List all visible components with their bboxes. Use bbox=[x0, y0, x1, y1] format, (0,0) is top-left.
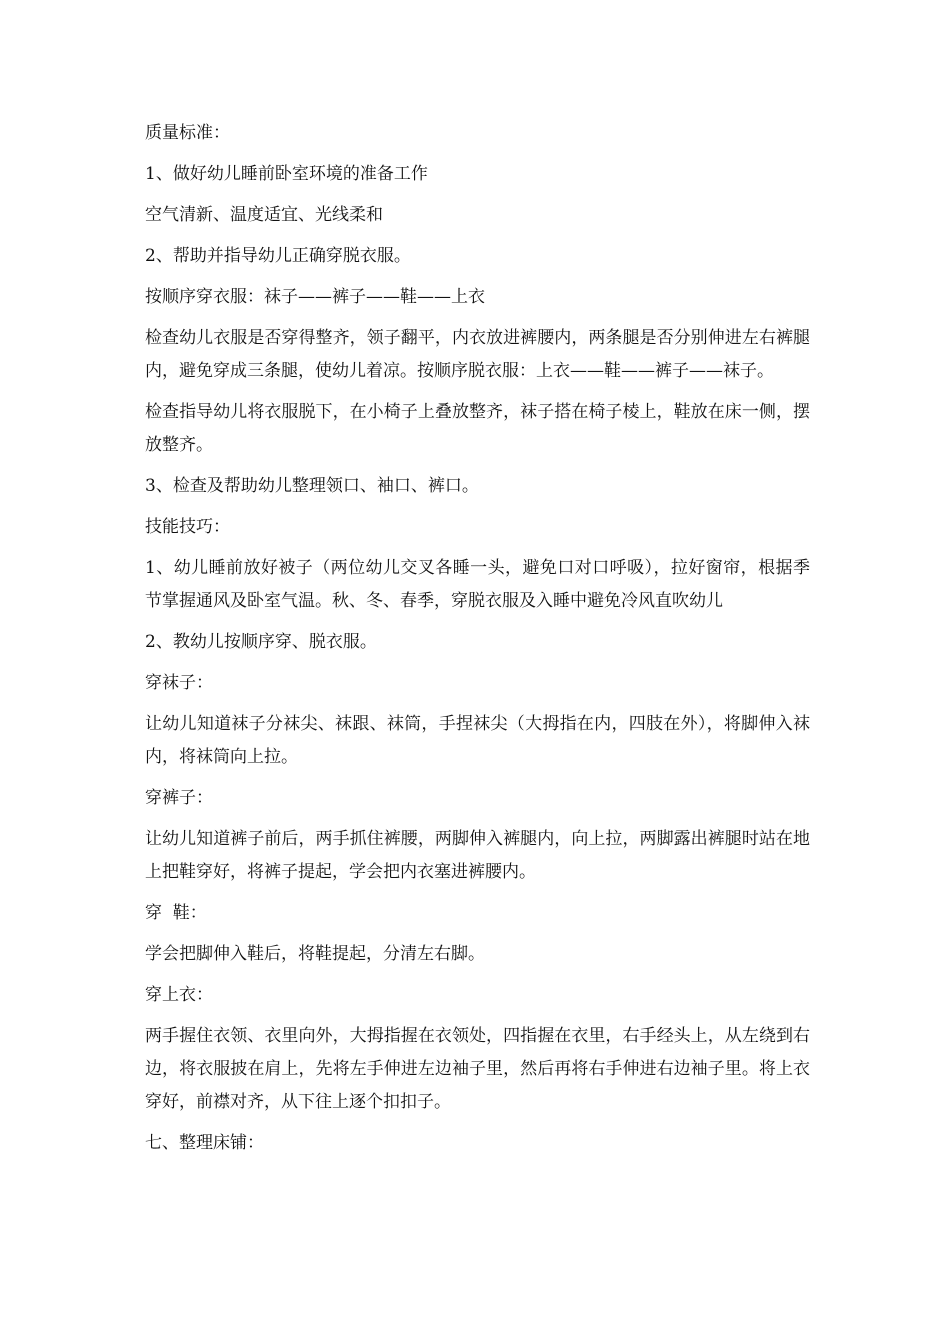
paragraph: 让幼儿知道裤子前后，两手抓住裤腰，两脚伸入裤腿内，向上拉，两脚露出裤腿时站在地上把鞋穿好，将裤子提起，学会把内衣塞进裤腰内。 bbox=[145, 829, 810, 882]
heading-quality-standard: 质量标准： bbox=[145, 123, 230, 143]
heading-section-7: 七、整理床铺： bbox=[145, 1133, 264, 1153]
paragraph: 检查幼儿衣服是否穿得整齐，领子翻平，内衣放进裤腰内，两条腿是否分别伸进左右裤腿内，避免穿成三条腿，使幼儿着凉。按顺序脱衣服：上衣——鞋——裤子——袜子。 bbox=[145, 328, 810, 381]
paragraph-item-2: 2、帮助并指导幼儿正确穿脱衣服。 bbox=[145, 246, 411, 266]
paragraph-item-2: 2、教幼儿按顺序穿、脱衣服。 bbox=[145, 632, 377, 652]
paragraph: 空气清新、温度适宜、光线柔和 bbox=[145, 205, 383, 225]
heading-skills: 技能技巧： bbox=[145, 517, 230, 537]
paragraph: 检查指导幼儿将衣服脱下，在小椅子上叠放整齐，袜子搭在椅子棱上，鞋放在床一侧，摆放整齐。 bbox=[145, 402, 810, 455]
paragraph: 让幼儿知道袜子分袜尖、袜跟、袜筒，手捏袜尖（大拇指在内，四肢在外），将脚伸入袜内，将袜筒向上拉。 bbox=[145, 714, 810, 767]
subheading-shoes: 穿 鞋： bbox=[145, 903, 207, 923]
paragraph-item-3: 3、检查及帮助幼儿整理领口、袖口、裤口。 bbox=[145, 476, 479, 496]
paragraph: 学会把脚伸入鞋后，将鞋提起，分清左右脚。 bbox=[145, 944, 485, 964]
subheading-socks: 穿袜子： bbox=[145, 673, 213, 693]
document-body bbox=[145, 117, 810, 1168]
paragraph: 两手握住衣领、衣里向外，大拇指握在衣领处，四指握在衣里，右手经头上，从左绕到右边，将衣服披在肩上，先将左手伸进左边袖子里，然后再将右手伸进右边袖子里。将上衣穿好，前襟对齐，从下往上逐个扣扣子。 bbox=[145, 1026, 810, 1112]
paragraph: 按顺序穿衣服：袜子——裤子——鞋——上衣 bbox=[145, 287, 485, 307]
subheading-pants: 穿裤子： bbox=[145, 788, 213, 808]
paragraph-item-1: 1、幼儿睡前放好被子（两位幼儿交叉各睡一头，避免口对口呼吸），拉好窗帘，根据季节掌握通风及卧室气温。秋、冬、春季，穿脱衣服及入睡中避免冷风直吹幼儿 bbox=[145, 558, 810, 611]
paragraph-item-1: 1、做好幼儿睡前卧室环境的准备工作 bbox=[145, 164, 428, 184]
subheading-top: 穿上衣： bbox=[145, 985, 213, 1005]
